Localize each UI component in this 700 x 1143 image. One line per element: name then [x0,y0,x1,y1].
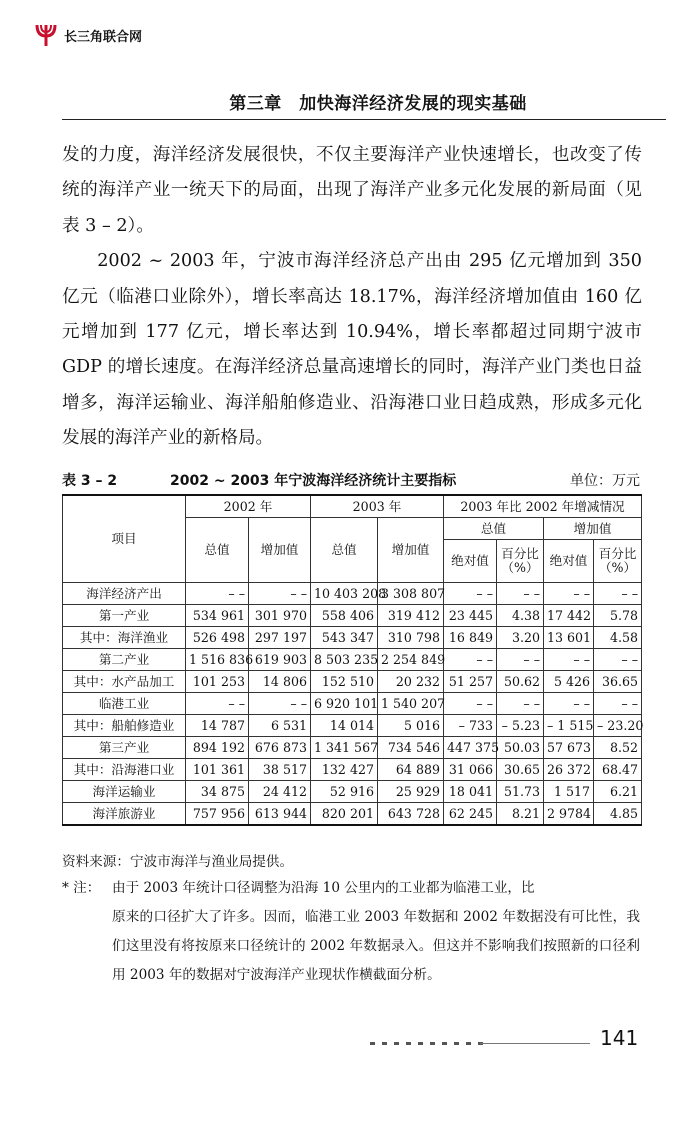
row-label: 第二产业 [63,649,186,671]
header-added-2002: 增加值 [249,518,311,583]
table-cell: 558 406 [311,605,378,627]
logo-mark-icon [34,22,58,48]
table-cell: 51 257 [444,671,497,693]
table-cell: 1 540 207 [378,693,444,715]
row-label: 临港工业 [63,693,186,715]
table-cell: 64 889 [378,759,444,781]
table-cell: 101 361 [186,759,249,781]
paragraph: 2002 ~ 2003 年，宁波市海洋经济总产出由 295 亿元增加到 350 亿元（临港口业除外），增长率高达 18.17%，海洋经济增加值由 160 亿元增加到 177 亿元，增长率达到 10.94%，增长率都超过同期宁波市 GDP 的增长速度。在海洋经济总量高速增长的同时，海洋产业门类也日益增多，海洋运输业、海洋船舶修造业、沿海港口业日趋成熟，形成多元化发展的海洋产业的新格局。 [62,251,642,449]
footer-rule [480,1043,590,1044]
logo-text: 长三角联合网 [64,29,143,45]
body-text [62,138,642,457]
table-cell: 676 873 [249,737,311,759]
table-caption [62,470,640,492]
header-change: 2003 年比 2002 年增减情况 [444,495,642,518]
table-cell: 1 516 836 [186,649,249,671]
table-cell: 30.65 [497,759,544,781]
table-row [63,715,642,737]
header-pct-total: 百分比（%） [497,540,544,583]
table-cell: 4.58 [594,627,642,649]
table-cell: 297 197 [249,627,311,649]
table-cell: – – [444,649,497,671]
table-cell: 10 403 208 [311,583,378,605]
table-cell: 26 372 [544,759,594,781]
table-cell: 820 201 [311,803,378,826]
header-total-2003: 总值 [311,518,378,583]
footnote-first-line: 由于 2003 年统计口径调整为沿海 10 公里内的工业都为临港工业，比 [112,880,535,896]
table-cell: – – [186,583,249,605]
table-cell: 16 849 [444,627,497,649]
table-cell: 447 375 [444,737,497,759]
row-label: 其中：沿海港口业 [63,759,186,781]
paragraph: 发的力度，海洋经济发展很快，不仅主要海洋产业快速增长，也改变了传统的海洋产业一统天下的局面，出现了海洋产业多元化发展的新局面（见表 3 – 2）。 [62,145,642,236]
table-cell: 31 066 [444,759,497,781]
table-cell: – – [497,583,544,605]
table-cell: 734 546 [378,737,444,759]
header-change-added: 增加值 [544,518,642,540]
table-cell: 62 245 [444,803,497,826]
statistics-table [62,494,642,826]
table-row [63,781,642,803]
table-cell: – – [249,583,311,605]
table-cell: 57 673 [544,737,594,759]
table-cell: 301 970 [249,605,311,627]
table-cell: 8.21 [497,803,544,826]
table-cell: 5 016 [378,715,444,737]
table-number: 表 3 – 2 [62,473,118,489]
table-cell: – – [444,583,497,605]
table-cell: – – [544,649,594,671]
table-cell: 132 427 [311,759,378,781]
table-cell: 36.65 [594,671,642,693]
table-row [63,803,642,826]
table-cell: 17 442 [544,605,594,627]
table-row [63,671,642,693]
table-row [63,759,642,781]
header-pct-added: 百分比（%） [594,540,642,583]
table-row [63,627,642,649]
table-cell: 5.78 [594,605,642,627]
header-added-2003: 增加值 [378,518,444,583]
table-cell: 14 014 [311,715,378,737]
table-row [63,605,642,627]
table-cell: 319 412 [378,605,444,627]
table-cell: 4.38 [497,605,544,627]
table-cell: 13 601 [544,627,594,649]
table-cell: 14 806 [249,671,311,693]
table-cell: 50.62 [497,671,544,693]
table-row [63,583,642,605]
table-cell: 2 254 849 [378,649,444,671]
header-total-2002: 总值 [186,518,249,583]
table-cell: 51.73 [497,781,544,803]
table-cell: 6.21 [594,781,642,803]
table-cell: 8 503 235 [311,649,378,671]
table-cell: 68.47 [594,759,642,781]
table-cell: – – [497,649,544,671]
table-cell: – – [594,693,642,715]
header-abs-total: 绝对值 [444,540,497,583]
table-body [63,583,642,826]
table-cell: 6 920 101 [311,693,378,715]
table-cell: 534 961 [186,605,249,627]
table-cell: – – [544,693,594,715]
row-label: 海洋运输业 [63,781,186,803]
table-cell: 643 728 [378,803,444,826]
row-label: 其中：船舶修造业 [63,715,186,737]
row-label: 其中：海洋渔业 [63,627,186,649]
table-cell: – 23.20 [594,715,642,737]
table-cell: 8.52 [594,737,642,759]
chapter-title: 第三章 加快海洋经济发展的现实基础 [229,94,527,114]
table-cell: 310 798 [378,627,444,649]
table-cell: 152 510 [311,671,378,693]
table-cell: – – [186,693,249,715]
row-label: 其中：水产品加工 [63,671,186,693]
table-cell: 4.85 [594,803,642,826]
table-cell: 18 041 [444,781,497,803]
table-cell: 894 192 [186,737,249,759]
header-2003: 2003 年 [311,495,444,518]
table-cell: 24 412 [249,781,311,803]
table-cell: – – [594,649,642,671]
table-cell: 526 498 [186,627,249,649]
header-rule [62,119,666,120]
table-cell: – – [444,693,497,715]
header-item: 项目 [63,495,186,583]
table-cell: – – [594,583,642,605]
row-label: 海洋经济产出 [63,583,186,605]
table-title: 2002 ~ 2003 年宁波海洋经济统计主要指标 [170,473,457,489]
table-row [63,649,642,671]
table-row [63,737,642,759]
table-cell: 2 9784 [544,803,594,826]
table-cell: – 5.23 [497,715,544,737]
header-change-total: 总值 [444,518,544,540]
row-label: 第三产业 [63,737,186,759]
table-cell: 34 875 [186,781,249,803]
table-cell: – 733 [444,715,497,737]
table-cell: 3 308 807 [378,583,444,605]
table-cell: 52 916 [311,781,378,803]
table-cell: 613 944 [249,803,311,826]
table-cell: – – [544,583,594,605]
table-cell: 101 253 [186,671,249,693]
table-cell: – 1 515 [544,715,594,737]
table-cell: 50.03 [497,737,544,759]
table-cell: 757 956 [186,803,249,826]
table-cell: 1 517 [544,781,594,803]
table-cell: 1 341 567 [311,737,378,759]
table-cell: 5 426 [544,671,594,693]
table-cell: 6 531 [249,715,311,737]
page-number: 141 [600,1026,639,1050]
row-label: 第一产业 [63,605,186,627]
table-cell: 23 445 [444,605,497,627]
header-2002: 2002 年 [186,495,311,518]
table-cell: 20 232 [378,671,444,693]
table-unit: 单位：万元 [570,473,640,489]
table-cell: 14 787 [186,715,249,737]
row-label: 海洋旅游业 [63,803,186,826]
table-cell: 543 347 [311,627,378,649]
table-cell: 38 517 [249,759,311,781]
footnote-label: * 注： [62,880,101,896]
table-cell: 619 903 [249,649,311,671]
header-abs-added: 绝对值 [544,540,594,583]
site-logo [34,22,142,48]
source-note: 资料来源：宁波市海洋与渔业局提供。 [62,854,294,870]
table-row [63,693,642,715]
table-cell: 3.20 [497,627,544,649]
table-cell: – – [497,693,544,715]
table-cell: – – [249,693,311,715]
footnote-text: 原来的口径扩大了许多。因而，临港工业 2003 年数据和 2002 年数据没有可比性，我们这里没有将按原来口径统计的 2002 年数据录入。但这并不影响我们按照新的口径利用 2003 年的数据对宁波海洋产业现状作横截面分析。 [112,909,640,983]
table-cell: 25 929 [378,781,444,803]
